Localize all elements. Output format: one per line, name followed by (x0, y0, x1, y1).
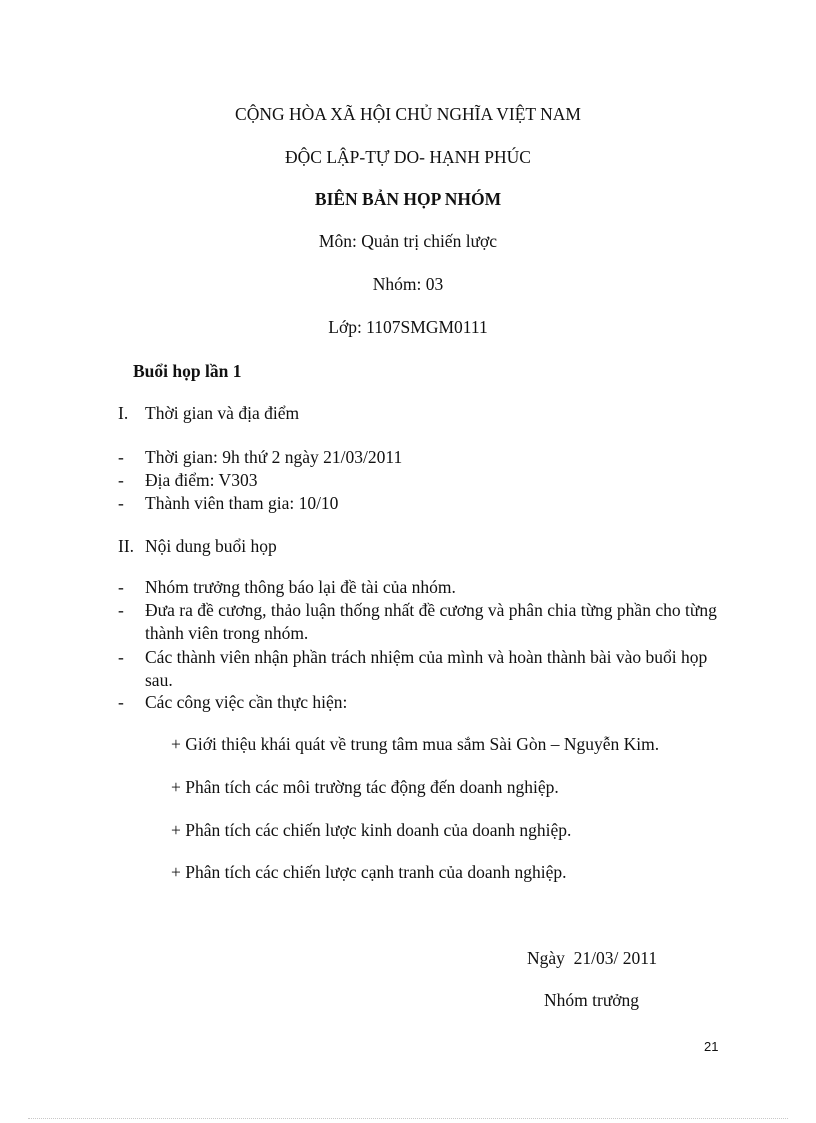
section-numeral: II. (118, 536, 135, 556)
bullet-responsibility: Các thành viên nhận phần trách nhiệm của mình và hoàn thành bài vào buổi họp sau. (145, 647, 708, 690)
task-item: + Phân tích các môi trường tác động đến doanh nghiệp. (171, 777, 559, 797)
task-item: + Phân tích các chiến lược cạnh tranh của doanh nghiệp. (171, 862, 567, 882)
section-title: Thời gian và địa điểm (145, 403, 300, 423)
bullet-marker: - (118, 577, 124, 597)
task-item: + Phân tích các chiến lược kinh doanh của doanh nghiệp. (171, 820, 572, 840)
signature-role: Nhóm trưởng (544, 990, 640, 1010)
section-title: Nội dung buổi họp (145, 536, 277, 556)
page-number: 21 (704, 1039, 719, 1054)
bullet-outline: Đưa ra đề cương, thảo luận thống nhất đề cương và phân chia từng phần cho từng thành viên trong nhóm. (145, 600, 717, 643)
bullet-attendance: Thành viên tham gia: 10/10 (145, 493, 339, 513)
document-title: BIÊN BẢN HỌP NHÓM (314, 189, 502, 209)
signature-date: Ngày 21/03/ 2011 (527, 948, 658, 968)
national-motto: ĐỘC LẬP-TỰ DO- HẠNH PHÚC (285, 147, 531, 167)
bullet-announcement: Nhóm trưởng thông báo lại đề tài của nhóm. (145, 577, 456, 597)
bullet-marker: - (118, 647, 124, 667)
class-line: Lớp: 1107SMGM0111 (328, 317, 488, 337)
page-bottom-divider (28, 1118, 788, 1119)
subject-line: Môn: Quản trị chiến lược (318, 231, 498, 251)
bullet-marker: - (118, 493, 124, 513)
bullet-location: Địa điểm: V303 (145, 470, 258, 490)
bullet-tasks-intro: Các công việc cần thực hiện: (145, 692, 348, 712)
bullet-marker: - (118, 692, 124, 712)
bullet-marker: - (118, 600, 124, 620)
group-line: Nhóm: 03 (372, 274, 444, 294)
task-item: + Giới thiệu khái quát về trung tâm mua sắm Sài Gòn – Nguyễn Kim. (171, 734, 660, 754)
section-numeral: I. (118, 403, 129, 423)
bullet-time: Thời gian: 9h thứ 2 ngày 21/03/2011 (145, 447, 403, 467)
bullet-marker: - (118, 447, 124, 467)
bullet-marker: - (118, 470, 124, 490)
meeting-heading: Buổi họp lần 1 (133, 361, 242, 381)
country-name: CỘNG HÒA XÃ HỘI CHỦ NGHĨA VIỆT NAM (235, 104, 581, 124)
